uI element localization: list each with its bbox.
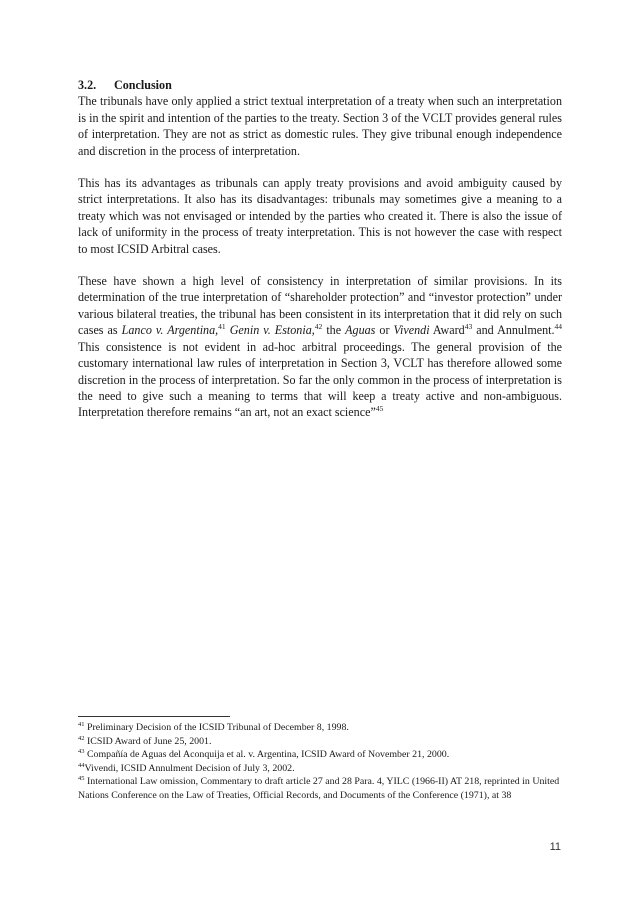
paragraph-3: [78, 273, 562, 421]
case-lanco: Lanco v. Argentina,: [121, 323, 219, 338]
footnote-45: [78, 775, 562, 802]
paragraph-3-text-c: or: [375, 323, 394, 338]
footnote-43: [78, 748, 562, 762]
paragraph-3-text-f: This consistence is not evident in ad-hoc arbitral proceedings. The general provision of the customary international law rules of interpretation in Section 3, VCLT has therefore allowed some discretion in the process of interpretation. So far the only common in the process of interpretation is the need to give such a meaning to terms that will keep a treaty active and non-ambiguous. Interpretation therefore remains “an art, not an exact science”: [78, 339, 562, 420]
footnote-ref-45: 45: [375, 404, 384, 414]
footnote-text: Compañía de Aguas del Aconquija et al. v. Argentina, ICSID Award of November 21, 2000.: [84, 749, 450, 761]
footnote-text: ICSID Award of June 25, 2001.: [84, 735, 212, 747]
paragraph-3-text-b: the: [322, 323, 346, 338]
footnote-text: International Law omission, Commentary to draft article 27 and 28 Para. 4, YILC (1966-II) AT 218, reprinted in United Nations Conference on the Law of Treaties, Official Records, and Documents of the Conference (1971), at 38: [78, 776, 560, 801]
footnote-number: 44: [78, 761, 85, 769]
page-number: 11: [549, 841, 561, 853]
paragraph-3-text-a: These have shown a high level of consistency in interpretation of similar provisions. In its determination of the true interpretation of “shareholder protection” and “investor protection” under various bilateral treaties, the tribunal has been consistent in its interpretation that it did rely on such cases as: [78, 274, 562, 338]
footnote-number: 42: [78, 734, 85, 742]
paragraph-1: The tribunals have only applied a strict textual interpretation of a treaty when such an interpretation is in the spirit and intention of the parties to the treaty. Section 3 of the VCLT provides general rules of interpretation. They are not as strict as domestic rules. They give tribunal enough independence and discretion in the process of interpretation.: [78, 94, 562, 158]
footnote-41: [78, 721, 562, 735]
footnote-42: [78, 735, 562, 749]
section-title: Conclusion: [114, 78, 172, 92]
footnote-ref-41: 41: [218, 322, 226, 332]
main-content: [78, 77, 562, 437]
footnote-number: 43: [78, 748, 85, 756]
paragraph-3-text-d: Award: [429, 323, 465, 338]
footnote-separator: [78, 716, 230, 717]
footnote-ref-42: 42: [314, 322, 323, 332]
footnote-44: [78, 762, 562, 776]
footnote-text: Preliminary Decision of the ICSID Tribunal of December 8, 1998.: [84, 722, 349, 733]
case-aguas: Aguas: [345, 323, 376, 338]
section-number: 3.2.: [78, 78, 97, 92]
paragraph-3-text-e: and Annulment.: [472, 323, 555, 338]
paragraph-2: This has its advantages as tribunals can apply treaty provisions and avoid ambiguity caused by strict interpretations. It also has its disadvantages: tribunals may sometimes give a meaning to a treaty which was not envisaged or intended by the parties who created it. There is also the issue of lack of uniformity in the process of treaty interpretation. This is not however the case with respect to most ICSID Arbitral cases.: [78, 176, 562, 256]
footnotes: [78, 716, 562, 803]
case-genin: Genin v. Estonia,: [229, 323, 315, 338]
case-vivendi: Vivendi: [393, 323, 430, 338]
footnote-ref-43: 43: [464, 322, 473, 332]
footnote-number: 45: [78, 775, 85, 783]
footnote-ref-44: 44: [554, 322, 563, 332]
footnote-number: 41: [78, 721, 85, 728]
footnote-text: Vivendi, ICSID Annulment Decision of July 3, 2002.: [84, 762, 295, 774]
section-heading: [78, 77, 562, 93]
